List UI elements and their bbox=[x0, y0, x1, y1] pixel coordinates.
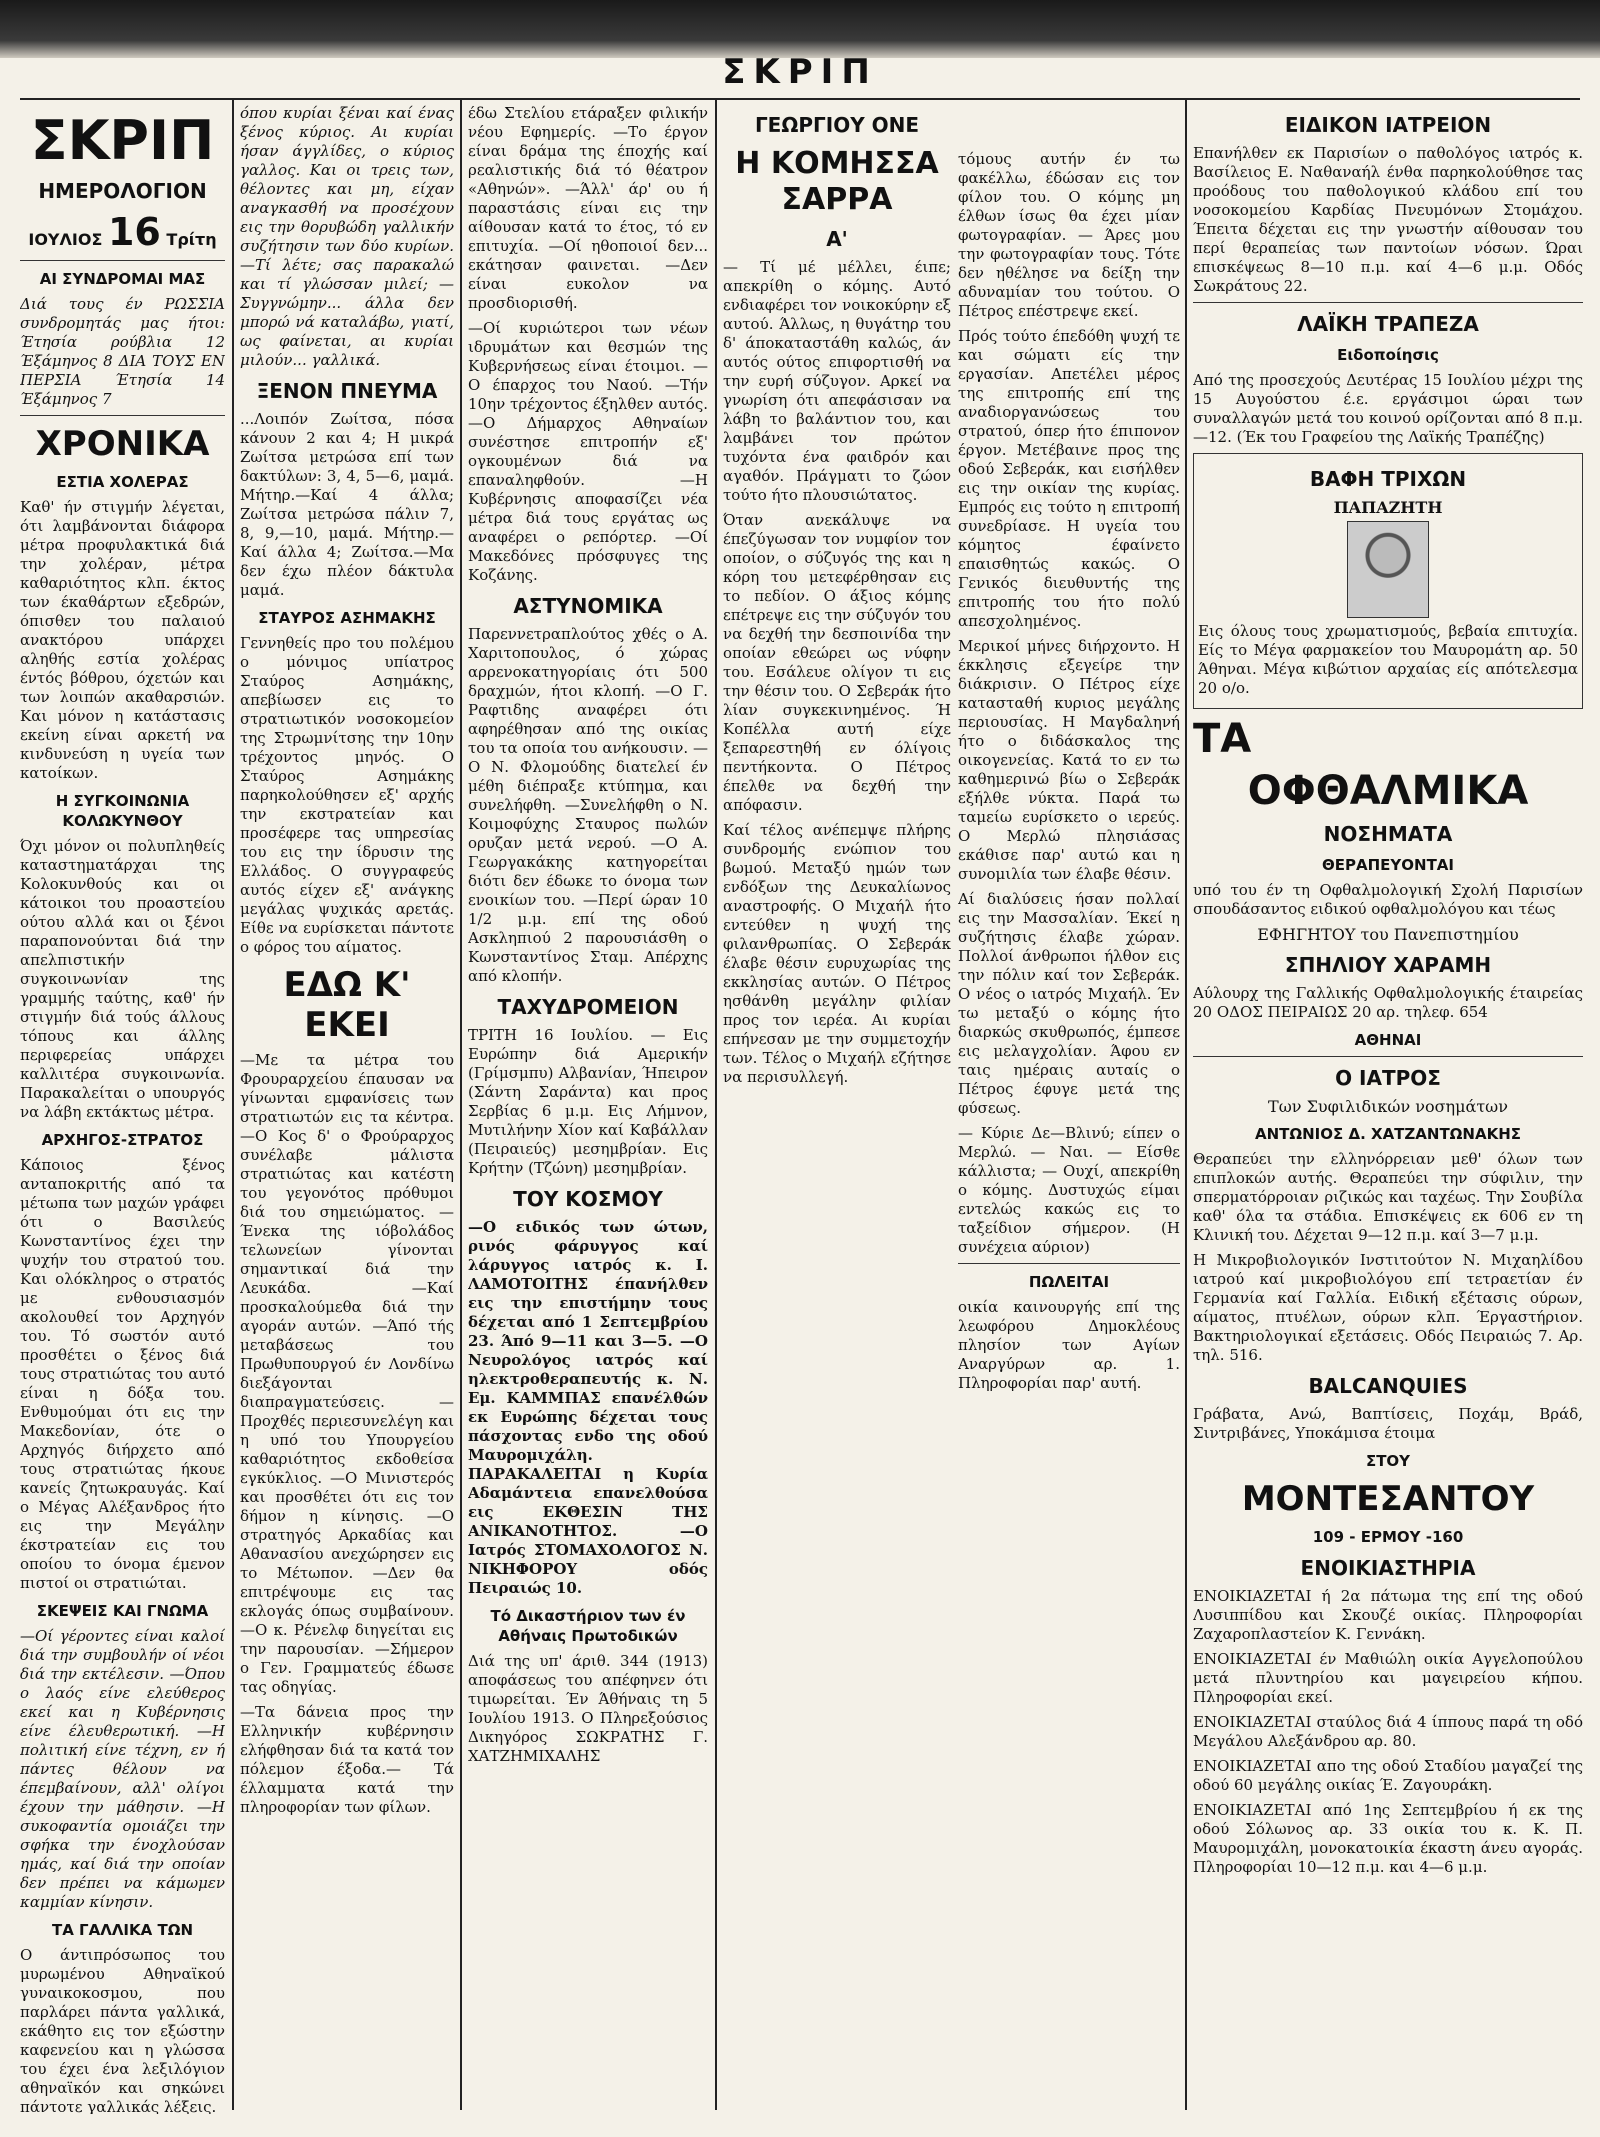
divider bbox=[1193, 302, 1583, 303]
store-name: ΜΟΝΤΕΣΑΝΤΟΥ bbox=[1241, 1479, 1535, 1519]
column-rule bbox=[232, 100, 234, 2110]
column-5 bbox=[958, 150, 1180, 2114]
archigos-text: Κάποιος ξένος ανταποκριτής από τα μέτωπα των μαχών γράφει ότι ο Βασιλεύς Κωνσταντίνος έχει την ψυχήν του στρατού του. Και ολόκληρος ο στρατός με ενθουσιασμόν ακολουθεί τον Αρχηγόν του. Τό σωστόν αυτό προσθέτει ο ξένος διά τους στρατιώτας του αυτό είναι η δόξα του. Ενθυμούμαι ότι εις την Μακεδονίαν, ότε ο Αρχηγός διήρχετο από τους στρατιώτας ήκουε κανείς ζητωκραυγάς. Καί ο Μέγας Αλέξανδρος ήτο εις την Μεγάλην έκστρατείαν εις του οποίου το όνομα έμενον πιστοί οι στρατιώται. bbox=[20, 1156, 225, 1592]
masthead: ΣΚΡΙΠ bbox=[722, 52, 878, 92]
eye-title-a: ΤΑ bbox=[1193, 716, 1252, 762]
astynomika-title: ΑΣΤΥΝΟΜΙΚΑ bbox=[513, 594, 663, 618]
column-3 bbox=[468, 104, 708, 2114]
novel-text-a: — Τί μέ μέλλει, έιπε; απεκρίθη ο κόμης. Αυτό ενδιαφέρει τον νοικοκύρην εξ αυτού. Άλλως, η θυγάτηρ του δ' άποκαταστάθη καλώς, άν αυτός ούτος επιφορτισθή να την ευρή σύζυγον. Αρκεί να γνωρίση ότι απεφάσισαν να λάβη το βαλάντιον του, και λαμβάνει τον πρώτον τυχόντα ένα φαιδρόν και αγαθόν. Πράγματι το ζώον τούτο ήτο πλουσιώτατος. bbox=[723, 258, 951, 504]
iatros-title: Ο ΙΑΤΡΟΣ bbox=[1335, 1066, 1441, 1090]
tachy-title: ΤΑΧΥΔΡΟΜΕΙΟΝ bbox=[497, 995, 679, 1019]
for-sale-text: οικία καινουργής επί της λεωφόρου Δημοκλέους πλησίον των Αγίων Αναργύρων αρ. 1. Πληροφορίαι παρ' αυτή. bbox=[958, 1298, 1180, 1392]
calendar-month: ΙΟΥΛΙΟΣ bbox=[28, 230, 103, 249]
edo-title: ΕΔΩ Κ' ΕΚΕΙ bbox=[283, 965, 411, 1045]
novel-text-b: Όταν ανεκάλυψε να έπεζύγωσαν τον νυμφίον τον οποίον, ο σύζυγός της και η κόρη του μετεφέρθησαν εις το πεδίον. Ο άξιος κόμης επέτρεψε εις την σύζυγόν του να δεχθή την δεσποινίδα την οποίαν εθεώρει ως νύφην του. Εσάλευε ολίγον τι εις την θέσιν του. Ο Σεβεράκ ήτο λίαν συγκεκινημένος. Ή Κοπέλλα αυτή είχε ξεπαρεστηθή εν όλίγοις πεντήκοντα. Ο Πέτρος έπελθε να δεχθή την απόφασιν. bbox=[723, 511, 951, 814]
balcan-list: Γράβατα, Ανώ, Βαπτίσεις, Ποχάμ, Βράδ, Σιντριβάνες, Υποκάμισα έτοιμα bbox=[1193, 1405, 1583, 1442]
tachy-text: ΤΡΙΤΗ 16 Ιουλίου. — Εις Ευρώπην διά Αμερικήν (Γρίμσμπυ) Αλβανίαν, Ήπειρον (Σάντη Σαράντα) και προς Σερβίας 6 μ.μ. Εις Λήμνον, Μυτιλήνην Χίον καί Καβάλλαν (Πειραιεύς) μεσημβρίαν. Εις Κρήτην (Τζώνη) μεσημβρίαν. bbox=[468, 1026, 708, 1177]
iatros-text: Θεραπεύει την ελληνόρρειαν μεθ' όλων των επιπλοκών αυτής. Θεραπεύει την σύφιλιν, την σπερματόρροιαν ριζικώς και ταχέως. Την Σουβίλα καθ' όλα τα στάδια. Επισκέψεις εκ 606 εν τη Κλινική του. Δέχεται 9—12 π.μ. καί 3—7 μ.μ. bbox=[1193, 1150, 1583, 1244]
col3-intro-text: έδω Στελίου ετάραξεν φιλικήν νέου Εφημερίς. —Το έργον είναι δράμα της έποχής καί ρεαλιστικής διά τό θέατρον «Αθηνών». —Άλλ' άρ' ου ή παραστάσις είναι εις την αίθουσαν κατά το έτος, τό εν επιτυχία. —Οί ηθοποιοί δεν... εκάτησαν φαινεται. —Δεν είναι ευκολον να προσδιορισθή. bbox=[468, 104, 708, 312]
court-text: Διά της υπ' άριθ. 344 (1913) αποφάσεως του απέφηνεν ότι τιμωρείται. Έν Άθήναις τη 5 Ιουλίου 1913. Ο Πληρεξούσιος Δικηγόρος ΣΩΚΡΑΤΗΣ Γ. ΧΑΤΖΗΜΙΧΑΛΗΣ bbox=[468, 1652, 708, 1765]
bank-subtitle: Ειδοποίησις bbox=[1337, 346, 1439, 364]
divider bbox=[958, 1263, 1180, 1264]
xenon-text: ...Λοιπόν Ζωίτσα, πόσα κάνουν 2 και 4; Η μικρά Ζωίτσα μετρώσα επί των δακτύλων: 3, 4, 5—6, μαμά. Μήτηρ.—Καί 4 άλλα; Ζωίτσα μετρώσα πάλιν 7, 8, 9,—10, μαμά. Μήτηρ.—Καί άλλα 4; Ζωίτσα.—Μα δεν έχω πλέον δάκτυλα μαμά. bbox=[240, 410, 454, 599]
novel-cont-text-b: Πρός τούτο έπεδόθη ψυχή τε και σώματι είς την εργασίαν. Απετέλει μέρος της επιτροπής επί της αναδιοργανώσεως του στρατού, όπερ ήτο έπιπονον έργον. Μετέβαινε προς της οδού Σεβεράκ, και εισήλθεν εις την οικίαν της κυρίας. Εμπρός εις τούτο η επιτροπή συνεδρίασε. Η υγεία του κόμητος έφαίνετο επαισθητώς κακώς. Ο Γενικός διευθυντής της επιτροπής του ήτο πολύ απεσχολημένος. bbox=[958, 327, 1180, 630]
skepseis-title: ΣΚΕΨΕΙΣ ΚΑΙ ΓΝΩΜΑ bbox=[36, 1602, 209, 1620]
asmakis-text: Γεννηθείς προ του πολέμου ο μόνιμος υπίατρος Σταύρος Ασημάκης, απεβίωσεν εις το στρατιωτικόν νοσοκομείον της Στρωμνίτσης την 10ην τρέχοντος μηνός. Ο Σταύρος Ασημάκης παρηκολούθησεν εξ' αρχής την εκστρατείαν και προσέφερε τας υπηρεσίας του εις την ίδρυσιν της Ελλάδος. Ο συγγραφεύς αυτός είχεν εξ' ανάγκης μεγάλας ψυχικάς αρετάς. Είθε να ευρίσκεται πάντοτε ο φόρος του αίματος. bbox=[240, 634, 454, 956]
gallika-text: Ο άντιπρόσωπος του μυρωμένου Αθηναϊκού γυναικοκοσμου, που παρλάρει πάντα γαλλικά, εκάθητο εις τον εξώστην καφενείου και η γλώσσα του έχει ένα λεξιλόγιον αθηναϊκόν και σηκώνει πάντοτε γαλλικάς λέξεις. bbox=[20, 1946, 225, 2114]
bank-title: ΛΑΪΚΗ ΤΡΑΠΕΖΑ bbox=[1297, 312, 1479, 336]
eye-doctor: ΣΠΗΛΙΟΥ ΧΑΡΑΜΗ bbox=[1284, 953, 1492, 977]
rent-text-c: ΕΝΟΙΚΙΑΖΕΤΑΙ σταύλος διά 4 ίππους παρά τη οδό Μεγάλου Αλεξάνδρου αρ. 80. bbox=[1193, 1713, 1583, 1750]
brand-title: ΣΚΡΙΠ bbox=[30, 109, 215, 172]
astynomika-text: Παρεννετραπλούτος χθές ο Α. Χαριτοπουλος, ό χώρας αρρενοκατηγορίαις ότι 500 δραχμών, ήτοι κλοπή. —Ο Γ. Ραφτιδης αναφέρει ότι αφηρέθησαν από της οικίας του τα οποία του ανήκουσιν. —Ο Ν. Φλομούδης διατελεί έν μέθη διέπραξε κτύπημα, και συνελήφθη. —Συνελήφθη ο Ν. Κοιμοφύχης Σταυρος πωλών ορυζαν μετά νερού. —Ο Α. Γεωργακάκης κατηγορείται διότι δεν έδωκε το όνομα των ενοικίων του. —Περί ώραν 10 1/2 μ.μ. επί της οδού Ασκληπιού 2 παρουσιάσθη ο Κωνσταντίνος Σταμ. Απέρχης από κλοπήν. bbox=[468, 625, 708, 985]
column-rule bbox=[1185, 100, 1187, 2110]
divider bbox=[20, 415, 225, 416]
institute-text: Η Μικροβιολογικόν Ινστιτούτον Ν. Μιχαηλίδου ιατρού καί μικροβιολόγου επί τετραετίαν έν Γερμανία καί Γαλλία. Ειδική εξέτασις ούρων, αίματος, πτυέλων, ούρων κλπ. Έργαστήριον. Βακτηριολογικαί εξετάσεις. Οδός Πειραιώς 7. Αρ. τηλ. 516. bbox=[1193, 1251, 1583, 1364]
divider bbox=[1193, 1056, 1583, 1057]
column-2 bbox=[240, 104, 454, 2114]
store-pre: ΣΤΟΥ bbox=[1365, 1452, 1411, 1470]
eye-text: υπό του έν τη Οφθαλμολογική Σχολή Παρισίων σπουδάσαντος ειδικού οφθαλμολόγου και τέως bbox=[1193, 881, 1583, 918]
rent-text-b: ΕΝΟΙΚΙΑΖΕΤΑΙ έν Μαθιώλη οικία Αγγελοπούλου μετά πλυντηρίου και μαγειρείου κήπου. Πληροφορίαι εκεί. bbox=[1193, 1650, 1583, 1706]
novel-cont-text-d: Αί διαλύσεις ήσαν πολλαί εις την Μασσαλίαν. Έκεί η συζήτησις έλαβε χώραν. Πολλοί άνθρωποι ήλθον εις την πόλιν καί τον Σεβεράκ. Ο νέος ο ιατρός Μιχαήλ. Έν τω μεταξύ ο κόμης ήτο διαρκώς σκυθρωπός, έμπεσε εις μελαγχολίαν. Άφου εν ταις ημέραις αυταίς ο Πέτρος έφυγε μετά της φύσεως. bbox=[958, 890, 1180, 1117]
column-4 bbox=[723, 104, 951, 2114]
hair-dye-ad bbox=[1193, 453, 1583, 709]
chronika-title: ΧΡΟΝΙΚΑ bbox=[35, 424, 210, 464]
edo-text: —Με τα μέτρα του Φρουραρχείου έπαυσαν να γίνωνται εμφανίσεις των στρατιωτών εις τα κέντρα. —Ο Κος δ' ο Φρούραρχος συνέλαβε μάλιστα στρατιώτας και κατέστη του γεγονότος πρόθυμοι διά του σημειώματος. —Ένεκα της ιόβολάδος τελωνείων γίνονται σημαντικαί διά την Λευκάδα. —Καί προσκαλούμεθα διά την αγοράν αυτών. —Άπό τής μεταβάσεως του Πρωθυπουργού έν Λονδίνω διεξάγονται διαπραγματεύσεις. —Προχθές περιεσυνελέγη και η υπό του Υπουργείου καθαριότητος εκδοθείσα εγκύκλιος. —Ο Μινιστερός και προσθέτει ότι εις τον δήμον η κίνησις. —Ο στρατηγός Αρκαδίας και Αθανασίου ανεχώρησεν εις το Μέτωπον. —Δεν θα επιτρέψουμε εις τας εκλογάς όπως συμβαίνουν. —Ο κ. Ρένελφ διηγείται εις την παρουσίαν. —Σήμερον ο Γεν. Γραμματεύς έδωσε τας οδηγίας. bbox=[240, 1051, 454, 1696]
calendar-weekday: Τρίτη bbox=[166, 230, 217, 249]
calendar-day: 16 bbox=[107, 210, 161, 254]
header-rule bbox=[20, 98, 1580, 100]
col3-politics-text: —Οί κυριώτεροι των νέων ιδρυμάτων και θεσμών της Κυβερνήσεως είναι έτοιμοι. —Ο έπαρχος του Ναού. —Τήν 10ην τρέχοντος έξηλθεν αυτός. —Ο Δήμαρχος Αθηναίων συνέστησε επιτροπήν εξ' ογκουμένων διά να επαναληφθούν. —Η Κυβέρνησις αποφασίζει νέα μέτρα διά τους εργάτας ως αναφέρει ο ρεπόρτερ. —Οί Μακεδόνες πρόσφυγες της Κοζάνης. bbox=[468, 319, 708, 584]
skepseis-text: —Οί γέροντες είναι καλοί διά την συμβουλήν οί νέοι διά την εκτέλεσιν. —Όπου ο λαός είνε ελεύθερος εκεί και η Κυβέρνησις είνε έλευθερωτική. —Η πολιτική είνε τέχνη, εν ή πάντες θέλουν να έπεμβαίνουν, αλλ' ολίγοι έχουν την μάθησιν. —Η συκοφαντία ομοιάζει την σφήκα την ένοχλούσαν ημάς, καί διά την οποίαν δεν πρέπει να κάμωμεν καμμίαν κίνησιν. bbox=[20, 1627, 225, 1911]
balcan-title: BALCANQUIES bbox=[1308, 1374, 1468, 1398]
col2-last-text: —Τα δάνεια προς την Ελληνικήν κυβέρνησιν ελήφθησαν διά τα κατά τον πόλεμον έξοδα.— Τά έλλαμματα κατά την πληροφορίαν των φίλων. bbox=[240, 1703, 454, 1816]
eye-address: Αύλουρχ της Γαλλικής Οφθαλμολογικής έταιρείας 20 ΟΔΟΣ ΠΕΙΡΑΙΩΣ 20 αρ. τηλεφ. 654 bbox=[1193, 984, 1583, 1021]
xenon-title: ΞΕΝΟΝ ΠΝΕΥΜΑ bbox=[256, 379, 438, 403]
eye-title-b: ΟΦΘΑΛΜΙΚΑ bbox=[1247, 768, 1529, 814]
column-rule bbox=[715, 100, 717, 2110]
estia-text: Καθ' ήν στιγμήν λέγεται, ότι λαμβάνονται διάφορα μέτρα προφυλακτικά διά την χολέραν, μέτρα καθαριότητος κλπ. έκτος των έκαθάρτων εξεδρών, όπισθεν του παλαιού ανακτόρου υπάρχει αληθής εστία χολέρας έντός βόθρου, όχετών και των λοιπών ακαθαρσιών. Και μόνον η κατάστασις εκείνη είναι αρκετή να κινδυνεύση η υγεία των κατοίκων. bbox=[20, 498, 225, 782]
subscriptions-text: Διά τους έν ΡΩΣΣΙΑ συνδρομητάς μας ήτοι: Έτησία ρούβλια 12 Έξάμηνος 8 ΔΙΑ ΤΟΥΣ ΕΝ ΠΕΡΣΙΑ Έτησία 14 Έξάμηνος 7 bbox=[20, 295, 225, 408]
column-1 bbox=[20, 104, 225, 2114]
dye-brand: ΠΑΠΑΖΗΤΗ bbox=[1333, 498, 1443, 517]
dye-text: Εις όλους τους χρωματισμούς, βεβαία επιτυχία. Είς το Μέγα φαρμακείον του Μαυρομάτη αρ. 50 Άθηναι. Μέγα κιβώτιον αρχαίας είς απότελεσμα 20 ο/ο. bbox=[1198, 622, 1578, 697]
novel-dialogue: — Κύριε Δε—Βλινύ; είπεν ο Μερλώ. — Ναι. — Είσθε κάλλιστα; — Ουχί, απεκρίθη ο κόμης. Δυστυχώς είμαι εντελώς κακώς εις το ταξείδιον σήμερον. (Η συνέχεια αύριον) bbox=[958, 1124, 1180, 1256]
rent-title: ΕΝΟΙΚΙΑΣΤΗΡΙΑ bbox=[1300, 1556, 1476, 1580]
gallika-title: ΤΑ ΓΑΛΛΙΚΑ ΤΩΝ bbox=[51, 1921, 194, 1939]
rent-text-a: ΕΝΟΙΚΙΑΖΕΤΑΙ ή 2α πάτωμα της επί της οδού Λυσιππίδου και Σκουζέ οικίας. Πληροφορίαι Ζαχαροπλαστείον Κ. Γεννάκη. bbox=[1193, 1587, 1583, 1643]
syntechnia-title: Η ΣΥΓΚΟΙΝΩΝΙΑ ΚΟΛΩΚΥΝΘΟΥ bbox=[55, 792, 190, 830]
estia-title: ΕΣΤΙΑ ΧΟΛΕΡΑΣ bbox=[56, 473, 189, 491]
novel-cont-text-a: τόμους αυτήν έν τω φακέλλω, έδώσαν εις τον φίλον του. Ο κόμης μη έλθων ίσως θα έχει μίαν φωτογραφίαν. — Άρες μου την φωτογραφίαν τους. Τότε δεν ηθέλησε να δείξη την αδυναμίαν του τούτου. Ο Πέτρος επέστρεψε εκεί. bbox=[958, 150, 1180, 320]
rent-text-d: ΕΝΟΙΚΙΑΖΕΤΑΙ απο της οδού Σταδίου μαγαζεί της οδού 60 μεγάλης οικίας Έ. Ζαγουράκη. bbox=[1193, 1757, 1583, 1794]
eye-title-c: ΝΟΣΗΜΑΤΑ bbox=[1323, 822, 1453, 846]
syntechnia-text: Όχι μόνον οι πολυπληθείς καταστηματάρχαι της Κολοκυνθούς και οι κάτοικοι του προαστείου ούτου αλλά και οι ξένοι παραπονούνται διά την απελπιστικήν συγκοινωνίαν της γραμμής ταύτης, καθ' ήν στιγμήν διά τούς άλλους τόπους και άλλης περιφερείας υπάρχει καλλιτέρα συγκοινωνία. Παρακαλείται ο υπουργός να λάβη εκτάκτως μέτρα. bbox=[20, 837, 225, 1121]
col2-intro-text: όπου κυρίαι ξέναι καί ένας ξένος κύριος. Αι κυρίαι ήσαν άγγλίδες, ο κύριος γαλλος. Και οι τρεις των, θέλοντες και μη, είχαν αναγκασθή να προσέχουν εις την θορυβώδη γαλλικήν συζήτησιν των δύο κυρίων. —Τί λέτε; σας παρακαλώ και τί γλώσσαν μιλεί; —Συγγνώμην... άλλα δεν μπορώ νά καταλάβω, γιατί, ως φαίνεται, αι κυρίαι μιλούν... γαλλικά. bbox=[240, 104, 454, 369]
archigos-title: ΑΡΧΗΓΟΣ-ΣΤΡΑΤΟΣ bbox=[41, 1131, 204, 1149]
iatros-name: ΑΝΤΩΝΙΟΣ Δ. ΧΑΤΖΑΝΤΩΝΑΚΗΣ bbox=[1254, 1125, 1522, 1143]
asmakis-title: ΣΤΑΥΡΟΣ ΑΣΗΜΑΚΗΣ bbox=[258, 609, 436, 627]
divider bbox=[20, 260, 225, 261]
tou-kosmou-title: ΤΟΥ ΚΟΣΜΟΥ bbox=[513, 1187, 663, 1211]
rent-text-e: ΕΝΟΙΚΙΑΖΕΤΑΙ από 1ης Σεπτεμβρίου ή εκ της οδού Σόλωνος αρ. 33 οικία του κ. Κ. Π. Μαυρομιχάλη, μονοκατοικία έκαστη άνευ αγοράς. Πληροφορίαι 10—12 π.μ. και 4—6 μ.μ. bbox=[1193, 1801, 1583, 1876]
eye-role: ΕΦΗΓΗΤΟΥ του Πανεπιστημίου bbox=[1257, 925, 1519, 944]
eye-title-d: ΘΕΡΑΠΕΥΟΝΤΑΙ bbox=[1322, 856, 1454, 874]
column-rule bbox=[460, 100, 462, 2110]
novel-chapter: Α' bbox=[826, 227, 848, 251]
scan-top-edge bbox=[0, 0, 1600, 58]
tou-kosmou-text: —Ο ειδικός των ώτων, ρινός φάρυγγος καί λάρυγγος ιατρός κ. Ι. ΛΑΜΟΤΟΙΤΗΣ έπανήλθεν εις την επιστήμην τους δέχεται από 1 Σεπτεμβρίου 23. Άπό 9—11 και 3—5. —Ο Νευρολόγος ιατρός καί ηλεκτροθεραπευτής κ. Ν. Εμ. ΚΑΜΜΠΑΣ επανέλθών εκ Ευρώπης δέχεται τους πάσχοντας ενδο της οδού Μαυρομιχάλη. ΠΑΡΑΚΑΛΕΙΤΑΙ η Κυρία Αδαμάντεια επανελθούσα εις ΕΚΘΕΣΙΝ ΤΗΣ ΑΝΙΚΑΝΟΤΗΤΟΣ. —Ο Ιατρός ΣΤΟΜΑΧΟΛΟΓΟΣ Ν. ΝΙΚΗΦΟΡΟΥ οδός Πειραιώς 10. bbox=[468, 1218, 708, 1597]
subscriptions-title: ΑΙ ΣΥΝΔΡΟΜΑΙ ΜΑΣ bbox=[39, 270, 206, 288]
calendar-date bbox=[20, 210, 225, 254]
novel-text-c: Καί τέλος ανέπεμψε πλήρης συνδρομής ενώπιον του βωμού. Μεταξύ ημών των ενδόξων της Δευκαλίωνος αναστροφής. Ο Μιχαήλ ήτο εντεύθεν η ψυχή της φιλανθρωπίας. Ο Σεβεράκ έλαβε θέσιν ευρυχωρίας της εκκλησίας αυτών. Ο Πέτρος ησθάνθη μεγάλην φιλίαν προς τον ιερέα. Αι κυρίαι επήνεσαν με την συμμετοχήν των. Τέλος ο Μιχαήλ εζήτησε να περισυλλεγή. bbox=[723, 821, 951, 1086]
bank-text: Από της προσεχούς Δευτέρας 15 Ιουλίου μέχρι της 15 Αυγούστου έ.ε. εργάσιμοι ώραι των συναλλαγών μετά του κοινού ορίζονται από 8 π.μ.—12. (Έκ του Γραφείου της Λαϊκής Τραπέζης) bbox=[1193, 371, 1583, 446]
novel-author: ΓΕΩΡΓΙΟΥ ΟΝΕ bbox=[754, 113, 920, 137]
column-6-ads bbox=[1193, 104, 1583, 2114]
for-sale-title: ΠΩΛΕΙΤΑΙ bbox=[1028, 1273, 1110, 1291]
eye-city: ΑΘΗΝΑΙ bbox=[1354, 1031, 1422, 1049]
portrait-illustration bbox=[1347, 521, 1429, 618]
court-title: Τό Δικαστήριον των έν Αθήναις Πρωτοδικών bbox=[490, 1607, 686, 1645]
novel-title: Η ΚΟΜΗΣΣΑ ΣΑΡΡΑ bbox=[735, 146, 939, 217]
novel-cont-text-c: Μερικοί μήνες διήρχοντο. Η έκκλησις εξεγείρε την διάκρισιν. Ο Πέτρος είχε κατασταθή κυριος μεγάλης περιουσίας. Η Μαγδαληνή ήτο ο διδάσκαλος της οικογενείας. Κατά το εν τω καθημερινώ βίω ο Σεβεράκ εξήλθε νύκτα. Παρά τω ταμείω ευρίσκετο ο ιερεύς. Ο Μερλώ πλησιάσας εκάθισε παρ' αυτώ και η συνομιλία των έλαβε θέσιν. bbox=[958, 637, 1180, 883]
iatros-sub: Των Συφιλιδικών νοσημάτων bbox=[1268, 1097, 1508, 1116]
store-address: 109 - ΕΡΜΟΥ -160 bbox=[1312, 1528, 1464, 1546]
clinic-text: Επανήλθεν εκ Παρισίων ο παθολόγος ιατρός κ. Βασίλειος Ε. Ναθαναήλ ένθα παρηκολούθησε τας προόδους του παθολογικού κλάδου επί του νοσοκομείου Καρδίας Πνευμόνων Στομάχου. Έπειτα δέχεται εις την γνωστήν αίθουσαν του περί θεραπείας των παντοίων νόσων. Ώραι επισκέψεως 8—10 π.μ. καί 4—6 μ.μ. Οδός Σωκράτους 22. bbox=[1193, 144, 1583, 295]
calendar-title: ΗΜΕΡΟΛΟΓΙΟΝ bbox=[38, 179, 207, 203]
clinic-title: ΕΙΔΙΚΟΝ ΙΑΤΡΕΙΟΝ bbox=[1284, 113, 1492, 137]
dye-title: ΒΑΦΗ ΤΡΙΧΩΝ bbox=[1309, 467, 1467, 491]
